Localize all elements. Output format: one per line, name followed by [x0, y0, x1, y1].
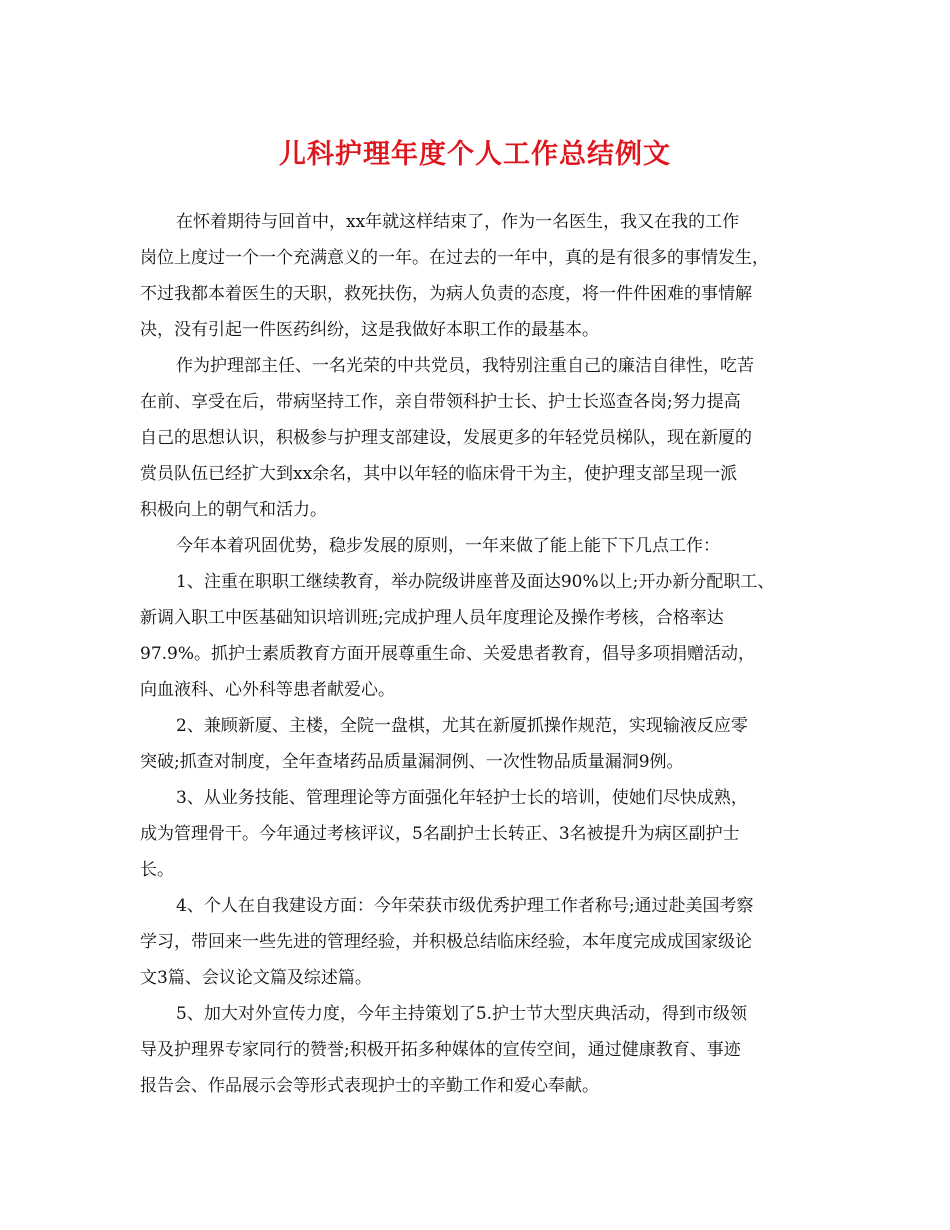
body-line: 5、加大对外宣传力度，今年主持策划了5.护士节大型庆典活动，得到市级领	[176, 1004, 748, 1024]
document-title: 儿科护理年度个人工作总结例文	[279, 139, 671, 170]
body-line: 今年本着巩固优势，稳步发展的原则，一年来做了能上能下下几点工作：	[176, 536, 720, 556]
body-line: 文3篇、会议论文篇及综述篇。	[140, 968, 372, 988]
document-body	[140, 204, 822, 1104]
body-line: 报告会、作品展示会等形式表现护士的辛勤工作和爱心奉献。	[140, 1076, 599, 1096]
body-line: 2、兼顾新厦、主楼，全院一盘棋，尤其在新厦抓操作规范，实现输液反应零	[176, 716, 748, 736]
body-line: 在前、享受在后，带病坚持工作，亲自带领科护士长、护士长巡查各岗;努力提高	[140, 392, 741, 412]
body-line: 作为护理部主任、一名光荣的中共党员，我特别注重自己的廉洁自律性，吃苦	[176, 356, 754, 376]
body-line: 赏员队伍已经扩大到xx余名，其中以年轻的临床骨干为主，使护理支部呈现一派	[140, 464, 738, 484]
body-line: 长。	[140, 860, 174, 880]
body-line: 学习，带回来一些先进的管理经验，并积极总结临床经验，本年度完成成国家级论	[140, 932, 752, 952]
body-line: 自己的思想认识，积极参与护理支部建设，发展更多的年轻党员梯队，现在新厦的	[140, 428, 752, 448]
body-line: 积极向上的朝气和活力。	[140, 500, 327, 520]
body-line: 决，没有引起一件医药纠纷，这是我做好本职工作的最基本。	[140, 320, 599, 340]
body-line: 突破;抓查对制度，全年查堵药品质量漏洞例、一次性物品质量漏洞9例。	[140, 752, 684, 772]
body-line: 向血液科、心外科等患者献爱心。	[140, 680, 395, 700]
body-line: 1、注重在职职工继续教育，举办院级讲座普及面达90%以上;开办新分配职工、	[176, 572, 775, 592]
body-line: 岗位上度过一个一个充满意义的一年。在过去的一年中，真的是有很多的事情发生，	[140, 248, 769, 268]
body-line: 3、从业务技能、管理理论等方面强化年轻护士长的培训，使她们尽快成熟，	[176, 788, 748, 808]
body-line: 不过我都本着医生的天职，救死扶伤，为病人负责的态度，将一件件困难的事情解	[140, 284, 752, 304]
body-line: 4、个人在自我建设方面：今年荣获市级优秀护理工作者称号;通过赴美国考察	[176, 896, 754, 916]
body-line: 在怀着期待与回首中，xx年就这样结束了，作为一名医生，我又在我的工作	[176, 212, 740, 232]
body-line: 成为管理骨干。今年通过考核评议，5名副护士长转正、3名被提升为病区副护士	[140, 824, 740, 844]
body-line: 新调入职工中医基础知识培训班;完成护理人员年度理论及操作考核，合格率达	[140, 608, 724, 628]
body-line: 导及护理界专家同行的赞誉;积极开拓多种媒体的宣传空间，通过健康教育、事迹	[140, 1040, 741, 1060]
body-line: 97.9%。抓护士素质教育方面开展尊重生命、关爱患者教育，倡导多项捐赠活动，	[140, 644, 756, 664]
